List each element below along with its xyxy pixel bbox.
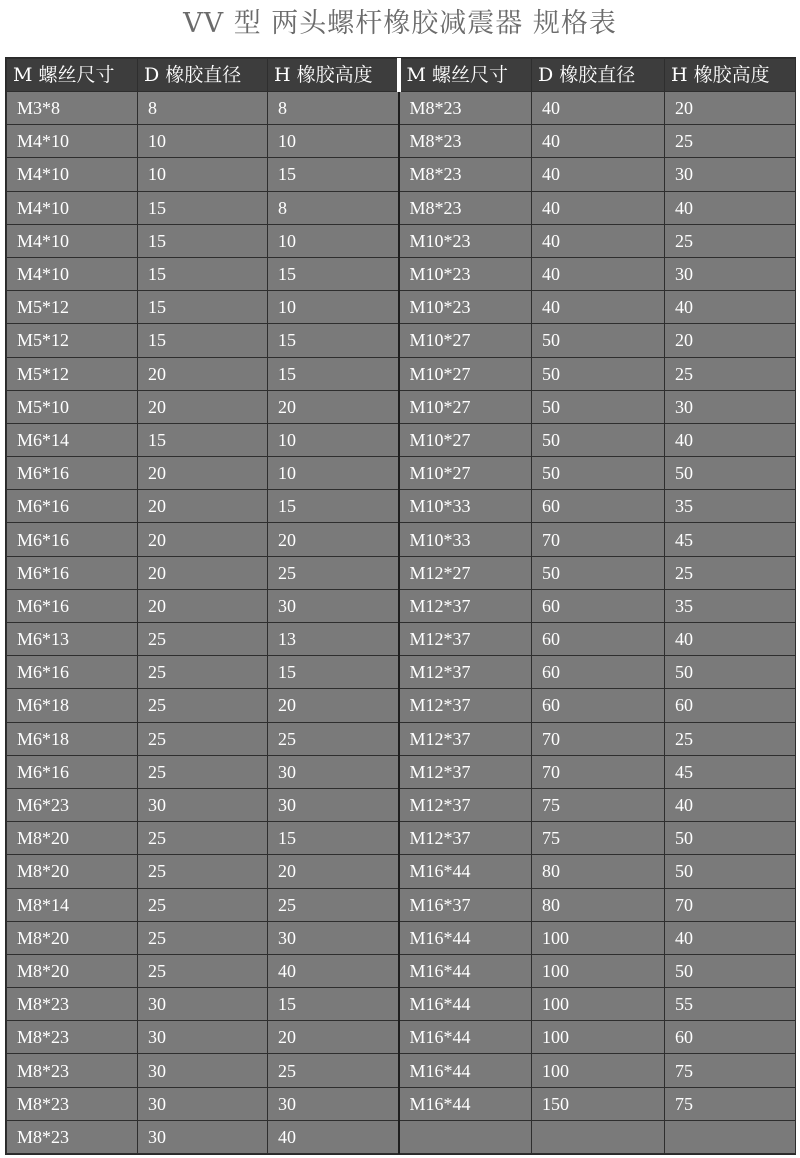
table-row (7, 224, 796, 257)
cell-rubber-diameter: 50 (532, 324, 665, 357)
cell-rubber-diameter: 60 (532, 589, 665, 622)
cell-rubber-height: 10 (268, 291, 399, 324)
cell-rubber-diameter: 30 (138, 1054, 268, 1087)
table-row (7, 191, 796, 224)
cell-rubber-diameter: 25 (138, 855, 268, 888)
cell-rubber-diameter: 40 (532, 125, 665, 158)
cell-rubber-height: 25 (665, 556, 796, 589)
cell-rubber-height: 30 (665, 158, 796, 191)
cell-screw-size: M16*44 (399, 921, 532, 954)
cell-screw-size: M6*18 (7, 689, 138, 722)
cell-screw-size: M5*12 (7, 291, 138, 324)
cell-rubber-height: 40 (665, 788, 796, 821)
cell-rubber-diameter: 100 (532, 921, 665, 954)
cell-rubber-height: 15 (268, 324, 399, 357)
cell-screw-size: M6*16 (7, 589, 138, 622)
cell-rubber-diameter: 60 (532, 656, 665, 689)
cell-screw-size: M16*44 (399, 988, 532, 1021)
cell-rubber-height: 50 (665, 954, 796, 987)
cell-rubber-height: 10 (268, 125, 399, 158)
cell-rubber-diameter: 20 (138, 357, 268, 390)
cell-rubber-diameter: 10 (138, 158, 268, 191)
cell-rubber-height: 75 (665, 1087, 796, 1120)
cell-screw-size: M6*16 (7, 490, 138, 523)
cell-rubber-height: 25 (665, 722, 796, 755)
cell-rubber-height: 20 (268, 523, 399, 556)
cell-screw-size: M16*44 (399, 1087, 532, 1120)
cell-rubber-diameter: 25 (138, 888, 268, 921)
cell-rubber-diameter: 100 (532, 954, 665, 987)
cell-rubber-height: 8 (268, 191, 399, 224)
cell-rubber-height: 60 (665, 1021, 796, 1054)
cell-rubber-height: 10 (268, 423, 399, 456)
table-row (7, 888, 796, 921)
cell-screw-size: M8*20 (7, 921, 138, 954)
cell-screw-size: M8*23 (399, 191, 532, 224)
cell-rubber-diameter: 25 (138, 656, 268, 689)
cell-screw-size: M16*44 (399, 1021, 532, 1054)
cell-rubber-height: 35 (665, 589, 796, 622)
cell-screw-size: M8*23 (399, 158, 532, 191)
cell-screw-size: M4*10 (7, 224, 138, 257)
cell-rubber-height: 15 (268, 656, 399, 689)
cell-screw-size: M12*27 (399, 556, 532, 589)
cell-rubber-height: 50 (665, 457, 796, 490)
cell-rubber-diameter: 70 (532, 722, 665, 755)
cell-screw-size: M5*10 (7, 390, 138, 423)
cell-screw-size: M12*37 (399, 623, 532, 656)
cell-rubber-diameter: 100 (532, 1054, 665, 1087)
cell-screw-size: M12*37 (399, 589, 532, 622)
cell-rubber-height: 25 (268, 556, 399, 589)
cell-screw-size: M10*27 (399, 357, 532, 390)
cell-rubber-height: 40 (665, 921, 796, 954)
cell-rubber-diameter: 30 (138, 788, 268, 821)
cell-screw-size: M8*23 (7, 988, 138, 1021)
cell-screw-size: M5*12 (7, 324, 138, 357)
cell-rubber-diameter: 30 (138, 1021, 268, 1054)
cell-screw-size: M6*23 (7, 788, 138, 821)
page-title: VV 型 两头螺杆橡胶减震器 规格表 (183, 8, 617, 39)
spec-table-container (5, 57, 796, 1155)
table-row (7, 1120, 796, 1153)
cell-screw-size: M6*18 (7, 722, 138, 755)
cell-rubber-diameter: 50 (532, 357, 665, 390)
cell-rubber-diameter: 50 (532, 556, 665, 589)
table-row (7, 589, 796, 622)
cell-rubber-height: 15 (268, 357, 399, 390)
cell-rubber-height: 30 (268, 589, 399, 622)
table-row (7, 921, 796, 954)
table-row (7, 457, 796, 490)
table-row (7, 954, 796, 987)
cell-rubber-diameter: 40 (532, 224, 665, 257)
cell-screw-size: M8*14 (7, 888, 138, 921)
cell-rubber-diameter (532, 1120, 665, 1153)
cell-rubber-diameter: 40 (532, 92, 665, 125)
cell-screw-size: M12*37 (399, 788, 532, 821)
cell-rubber-diameter: 25 (138, 954, 268, 987)
cell-screw-size: M10*23 (399, 291, 532, 324)
cell-screw-size: M10*33 (399, 523, 532, 556)
cell-screw-size: M16*44 (399, 954, 532, 987)
cell-rubber-diameter: 40 (532, 291, 665, 324)
cell-rubber-height: 40 (665, 291, 796, 324)
cell-screw-size: M6*13 (7, 623, 138, 656)
cell-rubber-diameter: 10 (138, 125, 268, 158)
table-row (7, 390, 796, 423)
cell-rubber-diameter: 50 (532, 390, 665, 423)
header-rubber-height-2: H 橡胶高度 (665, 59, 796, 92)
cell-screw-size: M6*16 (7, 556, 138, 589)
cell-screw-size: M12*37 (399, 656, 532, 689)
cell-rubber-height: 15 (268, 257, 399, 290)
table-row (7, 291, 796, 324)
table-row (7, 788, 796, 821)
cell-rubber-height: 15 (268, 822, 399, 855)
cell-screw-size: M8*23 (399, 125, 532, 158)
cell-screw-size: M12*37 (399, 689, 532, 722)
cell-screw-size: M6*16 (7, 457, 138, 490)
cell-screw-size: M8*23 (7, 1054, 138, 1087)
table-row (7, 423, 796, 456)
table-row (7, 855, 796, 888)
cell-rubber-height: 30 (268, 921, 399, 954)
cell-rubber-diameter: 20 (138, 457, 268, 490)
table-row (7, 125, 796, 158)
table-row (7, 490, 796, 523)
table-row (7, 1021, 796, 1054)
cell-rubber-diameter: 30 (138, 1120, 268, 1153)
table-row (7, 988, 796, 1021)
table-row (7, 755, 796, 788)
cell-rubber-diameter: 30 (138, 1087, 268, 1120)
header-rubber-diameter: D 橡胶直径 (138, 59, 268, 92)
cell-screw-size: M12*37 (399, 722, 532, 755)
cell-rubber-height: 40 (268, 1120, 399, 1153)
cell-rubber-height: 15 (268, 158, 399, 191)
cell-screw-size (399, 1120, 532, 1153)
cell-rubber-diameter: 25 (138, 623, 268, 656)
cell-rubber-height: 8 (268, 92, 399, 125)
cell-rubber-diameter: 25 (138, 921, 268, 954)
cell-rubber-diameter: 25 (138, 722, 268, 755)
cell-rubber-diameter: 75 (532, 822, 665, 855)
cell-rubber-height: 40 (268, 954, 399, 987)
spec-table (6, 58, 796, 1154)
cell-screw-size: M6*16 (7, 755, 138, 788)
cell-rubber-diameter: 80 (532, 888, 665, 921)
cell-rubber-height: 25 (268, 722, 399, 755)
cell-screw-size: M12*37 (399, 755, 532, 788)
cell-rubber-height: 60 (665, 689, 796, 722)
cell-screw-size: M4*10 (7, 158, 138, 191)
table-row (7, 357, 796, 390)
cell-rubber-height: 50 (665, 822, 796, 855)
cell-rubber-height: 10 (268, 224, 399, 257)
table-row (7, 722, 796, 755)
cell-rubber-diameter: 15 (138, 224, 268, 257)
cell-rubber-height: 15 (268, 490, 399, 523)
cell-rubber-height: 40 (665, 191, 796, 224)
header-row (7, 59, 796, 92)
cell-rubber-diameter: 20 (138, 556, 268, 589)
cell-screw-size: M16*44 (399, 1054, 532, 1087)
cell-rubber-height: 20 (268, 1021, 399, 1054)
cell-rubber-height: 75 (665, 1054, 796, 1087)
cell-screw-size: M16*37 (399, 888, 532, 921)
cell-rubber-diameter: 60 (532, 689, 665, 722)
cell-rubber-diameter: 30 (138, 988, 268, 1021)
cell-rubber-diameter: 60 (532, 623, 665, 656)
cell-rubber-height: 30 (665, 390, 796, 423)
cell-rubber-diameter: 50 (532, 457, 665, 490)
cell-screw-size: M6*14 (7, 423, 138, 456)
cell-screw-size: M10*27 (399, 390, 532, 423)
cell-screw-size: M12*37 (399, 822, 532, 855)
cell-rubber-height: 10 (268, 457, 399, 490)
cell-screw-size: M4*10 (7, 257, 138, 290)
cell-screw-size: M10*23 (399, 257, 532, 290)
cell-rubber-diameter: 70 (532, 755, 665, 788)
cell-rubber-height: 20 (268, 689, 399, 722)
header-rubber-height: H 橡胶高度 (268, 59, 399, 92)
table-row (7, 556, 796, 589)
cell-rubber-diameter: 15 (138, 423, 268, 456)
cell-screw-size: M4*10 (7, 191, 138, 224)
cell-screw-size: M6*16 (7, 523, 138, 556)
cell-screw-size: M10*33 (399, 490, 532, 523)
cell-screw-size: M8*20 (7, 855, 138, 888)
cell-screw-size: M4*10 (7, 125, 138, 158)
cell-rubber-diameter: 70 (532, 523, 665, 556)
cell-rubber-diameter: 15 (138, 324, 268, 357)
cell-rubber-height: 25 (268, 888, 399, 921)
cell-rubber-height: 15 (268, 988, 399, 1021)
cell-screw-size: M8*20 (7, 954, 138, 987)
cell-rubber-diameter: 25 (138, 755, 268, 788)
cell-rubber-diameter: 25 (138, 822, 268, 855)
cell-rubber-diameter: 20 (138, 490, 268, 523)
cell-rubber-height: 13 (268, 623, 399, 656)
cell-rubber-height: 45 (665, 523, 796, 556)
cell-screw-size: M10*27 (399, 457, 532, 490)
cell-rubber-diameter: 100 (532, 988, 665, 1021)
cell-screw-size: M10*23 (399, 224, 532, 257)
cell-rubber-height: 45 (665, 755, 796, 788)
cell-rubber-height: 20 (268, 390, 399, 423)
cell-rubber-diameter: 15 (138, 191, 268, 224)
table-row (7, 158, 796, 191)
cell-rubber-diameter: 25 (138, 689, 268, 722)
cell-rubber-height: 30 (268, 1087, 399, 1120)
cell-rubber-diameter: 40 (532, 158, 665, 191)
header-screw-size-2: M 螺丝尺寸 (399, 59, 532, 92)
cell-screw-size: M16*44 (399, 855, 532, 888)
cell-rubber-diameter: 100 (532, 1021, 665, 1054)
cell-rubber-diameter: 40 (532, 257, 665, 290)
cell-rubber-diameter: 15 (138, 257, 268, 290)
cell-screw-size: M8*23 (7, 1120, 138, 1153)
cell-rubber-diameter: 40 (532, 191, 665, 224)
cell-rubber-height: 20 (665, 92, 796, 125)
cell-rubber-height: 30 (665, 257, 796, 290)
cell-rubber-height: 25 (665, 224, 796, 257)
table-row (7, 324, 796, 357)
cell-rubber-height: 30 (268, 788, 399, 821)
cell-screw-size: M8*23 (7, 1087, 138, 1120)
table-row (7, 92, 796, 125)
header-rubber-diameter-2: D 橡胶直径 (532, 59, 665, 92)
cell-screw-size: M8*23 (399, 92, 532, 125)
table-row (7, 1054, 796, 1087)
cell-rubber-diameter: 60 (532, 490, 665, 523)
cell-screw-size: M5*12 (7, 357, 138, 390)
cell-rubber-height: 25 (665, 357, 796, 390)
cell-screw-size: M8*20 (7, 822, 138, 855)
table-row (7, 822, 796, 855)
table-row (7, 623, 796, 656)
cell-rubber-height (665, 1120, 796, 1153)
cell-rubber-diameter: 20 (138, 390, 268, 423)
cell-screw-size: M10*27 (399, 423, 532, 456)
cell-rubber-height: 25 (268, 1054, 399, 1087)
cell-rubber-height: 20 (268, 855, 399, 888)
cell-rubber-height: 30 (268, 755, 399, 788)
table-row (7, 523, 796, 556)
cell-screw-size: M10*27 (399, 324, 532, 357)
cell-rubber-diameter: 20 (138, 523, 268, 556)
cell-screw-size: M6*16 (7, 656, 138, 689)
cell-screw-size: M8*23 (7, 1021, 138, 1054)
cell-rubber-diameter: 80 (532, 855, 665, 888)
cell-rubber-diameter: 8 (138, 92, 268, 125)
cell-rubber-height: 35 (665, 490, 796, 523)
cell-rubber-diameter: 75 (532, 788, 665, 821)
cell-rubber-height: 70 (665, 888, 796, 921)
cell-rubber-height: 20 (665, 324, 796, 357)
cell-rubber-diameter: 50 (532, 423, 665, 456)
cell-rubber-height: 50 (665, 855, 796, 888)
table-row (7, 689, 796, 722)
table-row (7, 1087, 796, 1120)
cell-rubber-height: 40 (665, 423, 796, 456)
cell-screw-size: M3*8 (7, 92, 138, 125)
cell-rubber-diameter: 15 (138, 291, 268, 324)
cell-rubber-height: 40 (665, 623, 796, 656)
header-screw-size: M 螺丝尺寸 (7, 59, 138, 92)
cell-rubber-height: 25 (665, 125, 796, 158)
cell-rubber-height: 50 (665, 656, 796, 689)
table-row (7, 257, 796, 290)
table-row (7, 656, 796, 689)
cell-rubber-diameter: 20 (138, 589, 268, 622)
cell-rubber-diameter: 150 (532, 1087, 665, 1120)
cell-rubber-height: 55 (665, 988, 796, 1021)
